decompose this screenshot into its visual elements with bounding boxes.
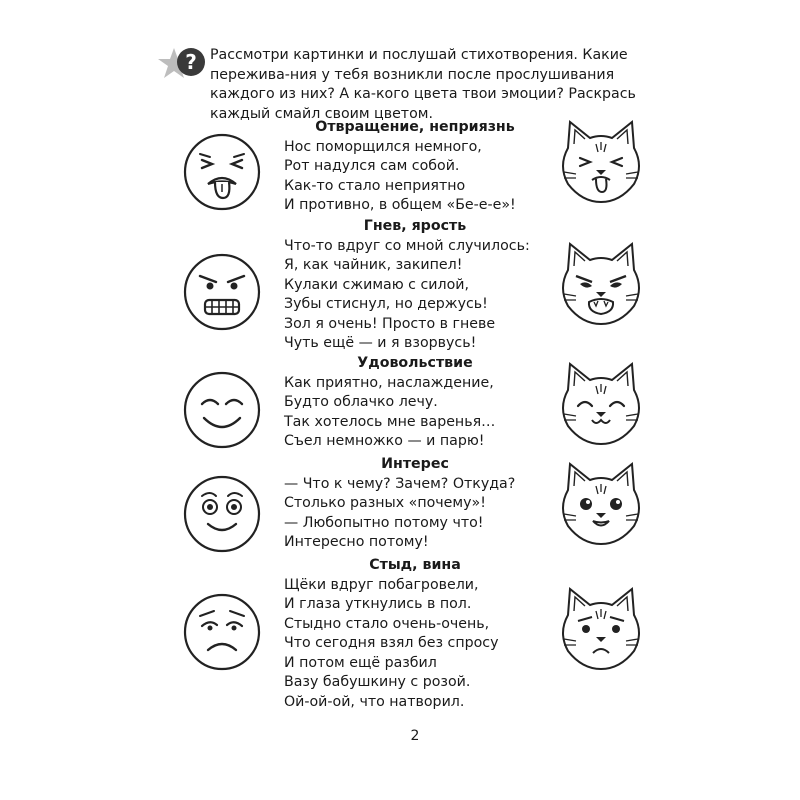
question-star-icon: [158, 44, 206, 84]
poem-line: — Любопытно потому что!: [284, 514, 484, 531]
poem-line: И глаза уткнулись в пол.: [284, 596, 472, 612]
poem-line: Как приятно, наслаждение,: [284, 374, 494, 391]
angry-cat-icon: [556, 240, 646, 330]
poem-line: Столько разных «почему»!: [284, 495, 486, 511]
poem-title: Стыд, вина: [369, 557, 461, 573]
poem-line: Что-то вдруг со мной случилось:: [284, 237, 530, 254]
poem-line: Интересно потому!: [284, 534, 429, 550]
ashamed-cat-icon: [556, 585, 646, 675]
poem-anger: [284, 217, 540, 354]
poem-interest: [284, 455, 540, 553]
poem-line: И потом ещё разбил: [284, 654, 437, 671]
poem-title: Гнев, ярость: [363, 218, 467, 234]
angry-emoji-icon: [182, 252, 262, 332]
poem-line: Съел немножко — и парю!: [284, 433, 485, 449]
poem-shame: [284, 556, 540, 712]
poem-line: Ой-ой-ой, что натворил.: [284, 693, 465, 710]
poem-line: Чуть ещё — и я взорвусь!: [284, 335, 477, 351]
poem-line: Будто облачко лечу.: [284, 394, 438, 410]
ashamed-emoji-icon: [182, 592, 262, 672]
poem-title: Интерес: [381, 456, 449, 472]
instruction-text: Рассмотри картинки и послушай стихотворения. Какие пережива-ния у тебя возникли после прослушивания каждого из них? А ка-кого цвета твои эмоции? Раскрась каждый смайл своим цветом.: [210, 47, 636, 122]
poem-line: Рот надулся сам собой.: [284, 158, 460, 174]
poem-line: Что сегодня взял без спросу: [284, 635, 499, 651]
poem-line: Кулаки сжимаю с силой,: [284, 276, 469, 293]
interested-emoji-icon: [182, 474, 262, 554]
poem-line: Так хотелось мне варенья…: [284, 413, 496, 430]
disgust-emoji-icon: [182, 132, 262, 212]
poem-line: Вазу бабушкину с розой.: [284, 674, 471, 690]
poem-line: Я, как чайник, закипел!: [284, 257, 463, 273]
poem-title: Отвращение, неприязнь: [315, 119, 515, 135]
poem-line: Щёки вдруг побагровели,: [284, 576, 479, 593]
poem-title: Удовольствие: [357, 355, 473, 371]
page-number: 2: [410, 728, 420, 744]
poem-line: И противно, в общем «Бе-е-е»!: [284, 197, 516, 213]
disgusted-cat-icon: [556, 118, 646, 208]
poem-line: Зубы стиснул, но держусь!: [284, 296, 488, 312]
svg-text:?: ?: [185, 50, 197, 74]
pleased-emoji-icon: [182, 370, 262, 450]
poem-line: Как-то стало неприятно: [284, 177, 466, 194]
poem-pleasure: [284, 354, 540, 452]
poem-line: Стыдно стало очень-очень,: [284, 615, 490, 632]
poem-line: — Что к чему? Зачем? Откуда?: [284, 475, 516, 492]
poem-disgust: [284, 118, 540, 216]
pleased-cat-icon: [556, 360, 646, 450]
interested-cat-icon: [556, 460, 646, 550]
poem-line: Нос поморщился немного,: [284, 138, 482, 155]
poem-line: Зол я очень! Просто в гневе: [284, 315, 496, 332]
